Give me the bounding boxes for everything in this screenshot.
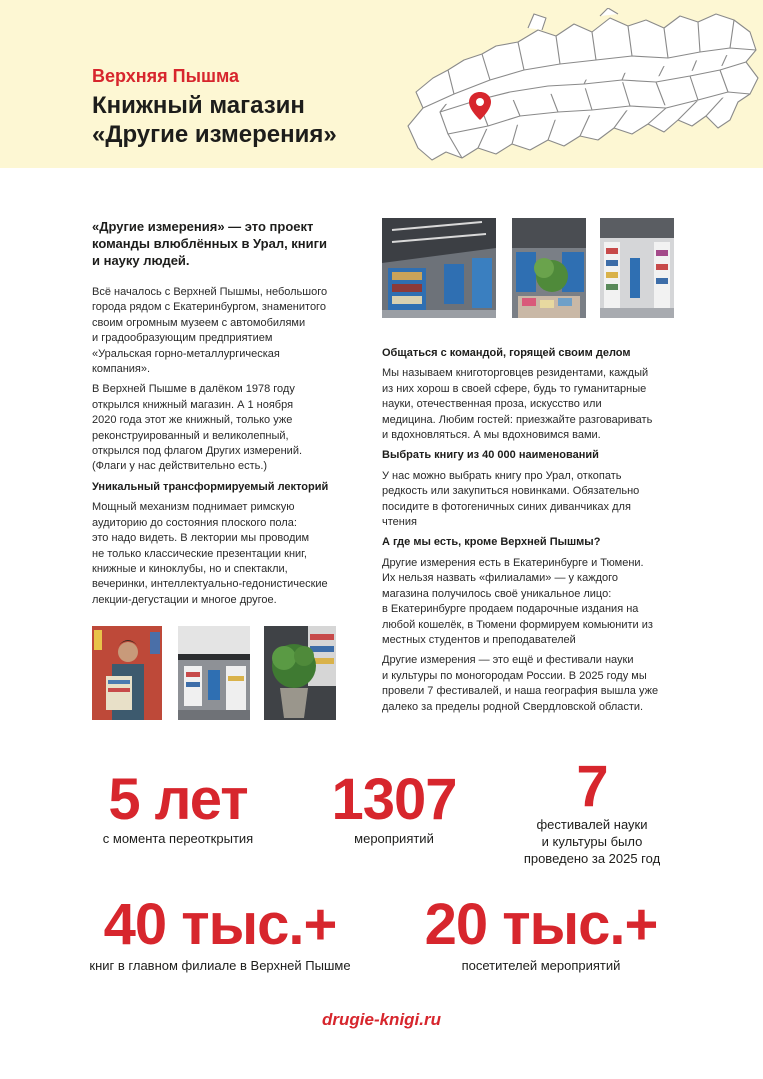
stat-books-value: 40 тыс.+	[103, 892, 337, 957]
stat-visitors-value: 20 тыс.+	[424, 892, 658, 957]
stat-festivals-caption: фестивалей науки и культуры было проведено за 2025 год	[523, 817, 661, 866]
locations-heading: А где мы есть, кроме Верхней Пышмы?	[382, 536, 601, 549]
stat-festivals-value: 7	[576, 754, 608, 819]
stat-books-caption: книг в главном филиале в Верхней Пышме	[89, 958, 351, 973]
stat-years-caption: с момента переоткрытия	[102, 831, 254, 846]
lecture-hall-heading: Уникальный трансформируемый лекторий	[92, 480, 329, 493]
header-band	[0, 0, 763, 168]
right-column: Общаться с командой, горящей своим делом Мы называем книготорговцев резидентами, каждый из них хорош в своей сфере, будь то гуманитарные науки, отечественная проза, искусство или медицина. Любим гостей: приезжайте разговаривать и вдохновляться. А мы вдохновимся вами. Выбрать книгу из 40 000 наименований У нас можно выбрать книгу про Урал, откопать редкость или закупиться новинками. Обязательно посидите в фотогеничных синих диванчиках для чтения А где мы есть, кроме Верхней Пышмы? Другие измерения есть в Екатеринбурге и Тюмени. Их нельзя назвать «филиалами» — у каждого магазина получилось своё уникальное лицо: в Екатеринбурге продаем подарочные издания на любой кошелёк, в Тюмени формируем комьюнити из местных студентов и преподавателей Другие измерения — это ещё и фестивали науки и культуры по моногородам России. В 2025 году мы провели 7 фестивалей, и наша география вышла уже далеко за пределы родной Свердловской области.	[382, 343, 682, 720]
team-heading: Общаться с командой, горящей своим делом	[382, 347, 631, 359]
photo-store-bookshelves	[600, 218, 674, 318]
photo-plant-display	[264, 626, 336, 720]
russia-map	[378, 8, 763, 168]
stat-events-value: 1307	[331, 767, 457, 832]
left-column: Всё началось с Верхней Пышмы, небольшого города рядом с Екатеринбургом, знаменитого своим огромным музеем с автомобилями и градообразующим предприятием «Уральская горно-металлургическая компания». В Верхней Пышме в далёком 1978 году открылся книжный магазин. А 1 ноября 2020 года этот же книжный, только уже реконструированный и великолепный, открылся под флагом Других измерений. (Флаги у нас действительно есть.) Уникальный трансформируемый лекторий Мощный механизм поднимает римскую аудиторию до состояния плоского пола: это надо видеть. В лектории мы проводим не только классические презентации книг, книжные и киноклубы, но и спектакли, вечеринки, интеллектуально-гедонистические лекции-дегустации и многое другое.	[92, 280, 372, 613]
books-heading: Выбрать книгу из 40 000 наименований	[382, 449, 599, 462]
lead-paragraph: «Другие измерения» — это проект команды влюблённых в Урал, книги и науку людей.	[92, 219, 328, 268]
stat-events-caption: мероприятий	[354, 831, 434, 846]
stat-years-value: 5 лет	[108, 767, 248, 832]
city-name: Верхняя Пышма	[92, 66, 240, 86]
photo-store-interior-blue-shelves	[382, 218, 496, 318]
photo-store-interior-plant	[512, 218, 586, 318]
stat-visitors-caption: посетителей мероприятий	[461, 958, 621, 973]
photo-store-hall	[178, 626, 250, 720]
page-title: Книжный магазин «Другие измерения»	[92, 92, 337, 148]
photo-man-with-books	[92, 626, 162, 720]
website-link[interactable]: drugie-knigi.ru	[322, 1010, 441, 1029]
